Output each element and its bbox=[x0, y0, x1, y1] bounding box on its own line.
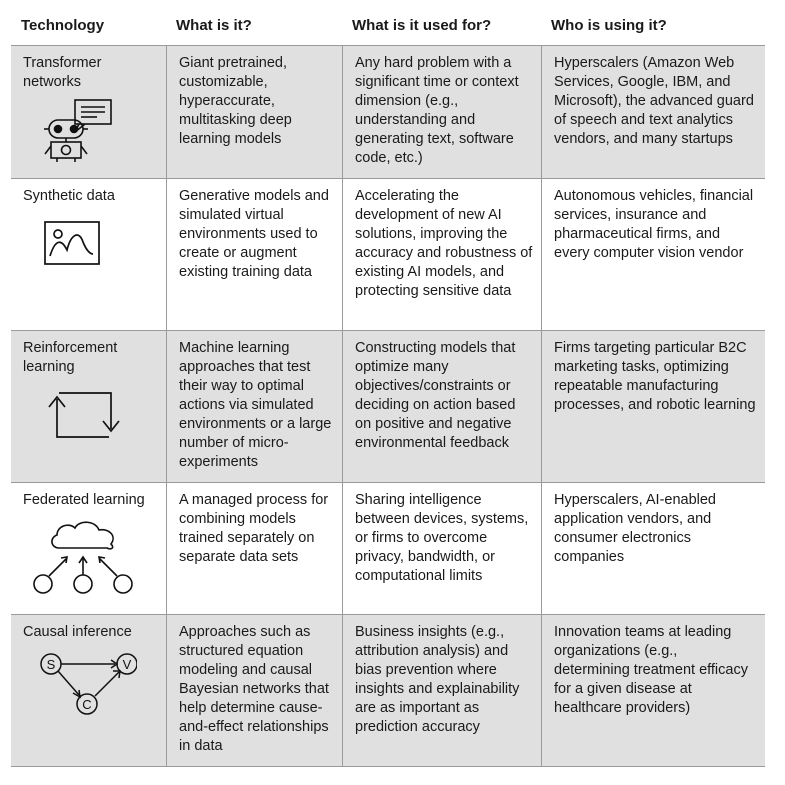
technology-name: Synthetic data bbox=[23, 188, 115, 204]
causal-graph-icon bbox=[37, 650, 158, 716]
technology-cell bbox=[11, 179, 166, 330]
technology-name: Transformer networks bbox=[23, 55, 102, 90]
used-for-cell: Constructing models that optimize many objectives/constraints or deciding on action based on positive and negative environmental feedback bbox=[342, 331, 541, 482]
header-what: What is it? bbox=[176, 17, 252, 34]
who-cell: Hyperscalers (Amazon Web Services, Google, IBM, and Microsoft), the advanced guard of speech and text analytics vendors, and many startups bbox=[541, 46, 765, 178]
table-header bbox=[11, 6, 765, 45]
image-icon bbox=[43, 220, 158, 266]
who-cell: Autonomous vehicles, financial services, insurance and pharmaceutical firms, and every computer vision vendor bbox=[541, 179, 765, 330]
used-for-cell: Business insights (e.g., attribution analysis) and bias prevention where insights and explainability are as important as prediction accuracy bbox=[342, 615, 541, 766]
used-for-cell: Any hard problem with a significant time or context dimension (e.g., understanding and generating text, software code, etc.) bbox=[342, 46, 541, 178]
what-cell: Approaches such as structured equation modeling and causal Bayesian networks that help determine cause-and-effect relationships in data bbox=[166, 615, 342, 766]
technology-table bbox=[11, 6, 765, 767]
technology-cell bbox=[11, 46, 166, 178]
table-row bbox=[11, 614, 765, 766]
used-for-cell: Accelerating the development of new AI solutions, improving the accuracy and robustness of existing AI models, and protecting sensitive data bbox=[342, 179, 541, 330]
technology-cell bbox=[11, 483, 166, 614]
who-cell: Firms targeting particular B2C marketing tasks, optimizing repeatable manufacturing processes, and robotic learning bbox=[541, 331, 765, 482]
header-used-for: What is it used for? bbox=[352, 17, 492, 34]
table-bottom-border bbox=[11, 766, 765, 767]
node-c-label: C bbox=[82, 697, 92, 712]
what-cell: A managed process for combining models trained separately on separate data sets bbox=[166, 483, 342, 614]
header-technology: Technology bbox=[21, 17, 105, 34]
used-for-cell: Sharing intelligence between devices, systems, or firms to overcome privacy, bandwidth, or computational limits bbox=[342, 483, 541, 614]
table-row bbox=[11, 45, 765, 178]
cloud-nodes-icon bbox=[31, 518, 158, 600]
who-cell: Hyperscalers, AI-enabled application vendors, and consumer electronics companies bbox=[541, 483, 765, 614]
node-v-label: V bbox=[122, 657, 132, 672]
table-row bbox=[11, 330, 765, 482]
table-row bbox=[11, 178, 765, 330]
node-s-label: S bbox=[46, 657, 56, 672]
technology-name: Reinforcement learning bbox=[23, 340, 118, 375]
what-cell: Machine learning approaches that test their way to optimal actions via simulated environments or a large number of micro-experiments bbox=[166, 331, 342, 482]
who-cell: Innovation teams at leading organizations (e.g., determining treatment efficacy for a given disease at healthcare providers) bbox=[541, 615, 765, 766]
table-row bbox=[11, 482, 765, 614]
what-cell: Giant pretrained, customizable, hyperaccurate, multitasking deep learning models bbox=[166, 46, 342, 178]
technology-name: Federated learning bbox=[23, 492, 145, 508]
cycle-arrows-icon bbox=[45, 385, 158, 443]
technology-name: Causal inference bbox=[23, 624, 132, 640]
technology-cell bbox=[11, 331, 166, 482]
technology-cell bbox=[11, 615, 166, 766]
header-who: Who is using it? bbox=[551, 17, 667, 34]
what-cell: Generative models and simulated virtual environments used to create or augment existing training data bbox=[166, 179, 342, 330]
robot-chat-icon bbox=[35, 98, 158, 164]
